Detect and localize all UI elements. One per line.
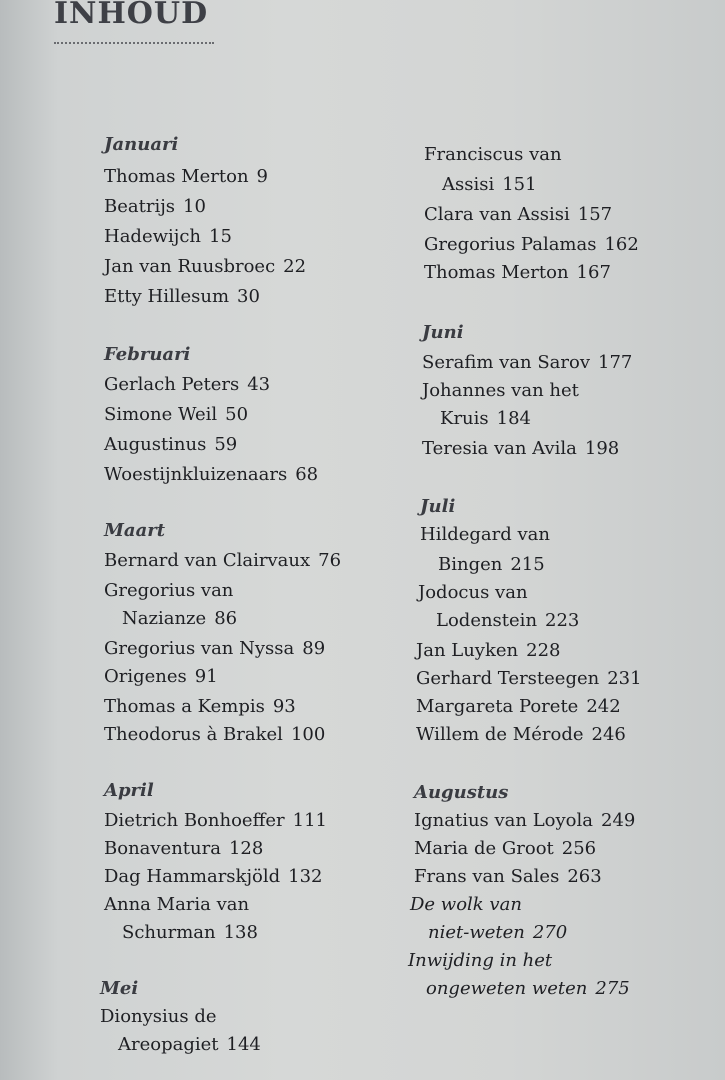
page-number: 30 xyxy=(237,286,260,307)
toc-entry: Thomas a Kempis 93 xyxy=(104,696,296,717)
page-number: 132 xyxy=(288,866,323,887)
toc-entry: Bernard van Clairvaux 76 xyxy=(104,550,342,571)
toc-entry: Gregorius van Nyssa 89 xyxy=(104,638,326,659)
toc-entry-continued: Schurman 138 xyxy=(122,922,258,943)
toc-entry: Beatrijs 10 xyxy=(104,196,206,217)
toc-entry: Hadewijch 15 xyxy=(104,226,232,247)
page-number: 111 xyxy=(292,810,327,831)
toc-entry: Dag Hammarskjöld 132 xyxy=(104,866,323,887)
toc-entry: Jan van Ruusbroec 22 xyxy=(104,256,307,277)
toc-entry: Gregorius Palamas 162 xyxy=(424,234,639,255)
page-number: 215 xyxy=(510,554,545,575)
toc-entry-continued: Nazianze 86 xyxy=(122,608,238,629)
page-number: 86 xyxy=(214,608,238,629)
toc-entry-continued: niet-weten 270 xyxy=(428,922,568,943)
page-number: 100 xyxy=(290,724,326,745)
page-number: 22 xyxy=(283,256,307,277)
page-number: 15 xyxy=(209,226,232,247)
toc-entry: Teresia van Avila 198 xyxy=(422,438,620,459)
page-number: 275 xyxy=(595,978,630,999)
toc-entry: Willem de Mérode 246 xyxy=(416,724,626,745)
page-title: INHOUD xyxy=(54,0,209,31)
page-number: 93 xyxy=(272,696,296,717)
toc-entry: Jan Luyken 228 xyxy=(416,640,561,661)
page-number: 144 xyxy=(226,1034,261,1055)
toc-entry-continued: Assisi 151 xyxy=(442,174,537,195)
month-heading: Juli xyxy=(420,496,456,517)
toc-entry: Dietrich Bonhoeffer 111 xyxy=(104,810,327,831)
page-number: 50 xyxy=(225,404,249,425)
month-heading: Februari xyxy=(104,344,191,365)
toc-entry: Dionysius de xyxy=(100,1006,217,1027)
toc-entry: Theodorus à Brakel 100 xyxy=(104,724,326,745)
toc-entry-continued: ongeweten weten 275 xyxy=(426,978,630,999)
toc-entry-continued: Bingen 215 xyxy=(438,554,545,575)
page-number: 270 xyxy=(532,922,568,943)
toc-entry: Gerhard Tersteegen 231 xyxy=(416,668,642,689)
toc-entry: Simone Weil 50 xyxy=(104,404,249,425)
page-number: 157 xyxy=(577,204,613,225)
toc-entry: Origenes 91 xyxy=(104,666,218,687)
toc-entry-continued: Areopagiet 144 xyxy=(118,1034,261,1055)
toc-entry: Jodocus van xyxy=(418,582,528,603)
toc-entry-continued: Lodenstein 223 xyxy=(436,610,580,631)
toc-entry: Hildegard van xyxy=(420,524,550,545)
page-number: 138 xyxy=(223,922,258,943)
page-number: 89 xyxy=(302,638,326,659)
month-heading: Januari xyxy=(104,134,179,155)
page-number: 184 xyxy=(496,408,531,429)
toc-entry: Margareta Porete 242 xyxy=(416,696,621,717)
toc-entry: Bonaventura 128 xyxy=(104,838,264,859)
month-heading: Augustus xyxy=(414,782,509,803)
page-number: 59 xyxy=(214,434,238,455)
page-number: 167 xyxy=(576,262,611,283)
page-number: 162 xyxy=(604,234,639,255)
page-number: 228 xyxy=(526,640,561,661)
toc-entry: Thomas Merton 167 xyxy=(424,262,611,283)
toc-entry: Inwijding in het xyxy=(408,950,553,971)
page-number: 91 xyxy=(194,666,218,687)
toc-entry: Thomas Merton 9 xyxy=(104,166,268,187)
month-heading: April xyxy=(104,780,154,801)
page-number: 223 xyxy=(545,610,580,631)
toc-entry: Clara van Assisi 157 xyxy=(424,204,613,225)
toc-entry: Frans van Sales 263 xyxy=(414,866,602,887)
toc-entry: Maria de Groot 256 xyxy=(414,838,597,859)
page-number: 198 xyxy=(584,438,620,459)
page-number: 128 xyxy=(228,838,264,859)
page-number: 76 xyxy=(318,550,342,571)
page-number: 68 xyxy=(295,464,319,485)
toc-entry: Gerlach Peters 43 xyxy=(104,374,271,395)
toc-entry: Anna Maria van xyxy=(104,894,250,915)
page-number: 151 xyxy=(502,174,537,195)
month-heading: Maart xyxy=(104,520,166,541)
page-number: 9 xyxy=(256,166,268,187)
page-number: 231 xyxy=(607,668,642,689)
page-number: 246 xyxy=(591,724,626,745)
page-number: 43 xyxy=(247,374,271,395)
toc-entry: Ignatius van Loyola 249 xyxy=(414,810,636,831)
toc-entry: Etty Hillesum 30 xyxy=(104,286,260,307)
month-heading: Juni xyxy=(422,322,464,343)
page-number: 10 xyxy=(183,196,206,217)
toc-entry: Woestijnkluizenaars 68 xyxy=(104,464,319,485)
toc-entry: Serafim van Sarov 177 xyxy=(422,352,633,373)
page-number: 249 xyxy=(601,810,636,831)
page-number: 177 xyxy=(598,352,633,373)
page-number: 256 xyxy=(561,838,597,859)
month-heading: Mei xyxy=(100,978,139,999)
toc-entry: Franciscus van xyxy=(424,144,562,165)
page-number: 242 xyxy=(586,696,621,717)
page-number: 263 xyxy=(567,866,602,887)
toc-entry: Johannes van het xyxy=(422,380,579,401)
toc-entry: De wolk van xyxy=(410,894,522,915)
title-divider xyxy=(54,42,214,44)
toc-entry: Gregorius van xyxy=(104,580,234,601)
toc-entry: Augustinus 59 xyxy=(104,434,238,455)
toc-entry-continued: Kruis 184 xyxy=(440,408,531,429)
